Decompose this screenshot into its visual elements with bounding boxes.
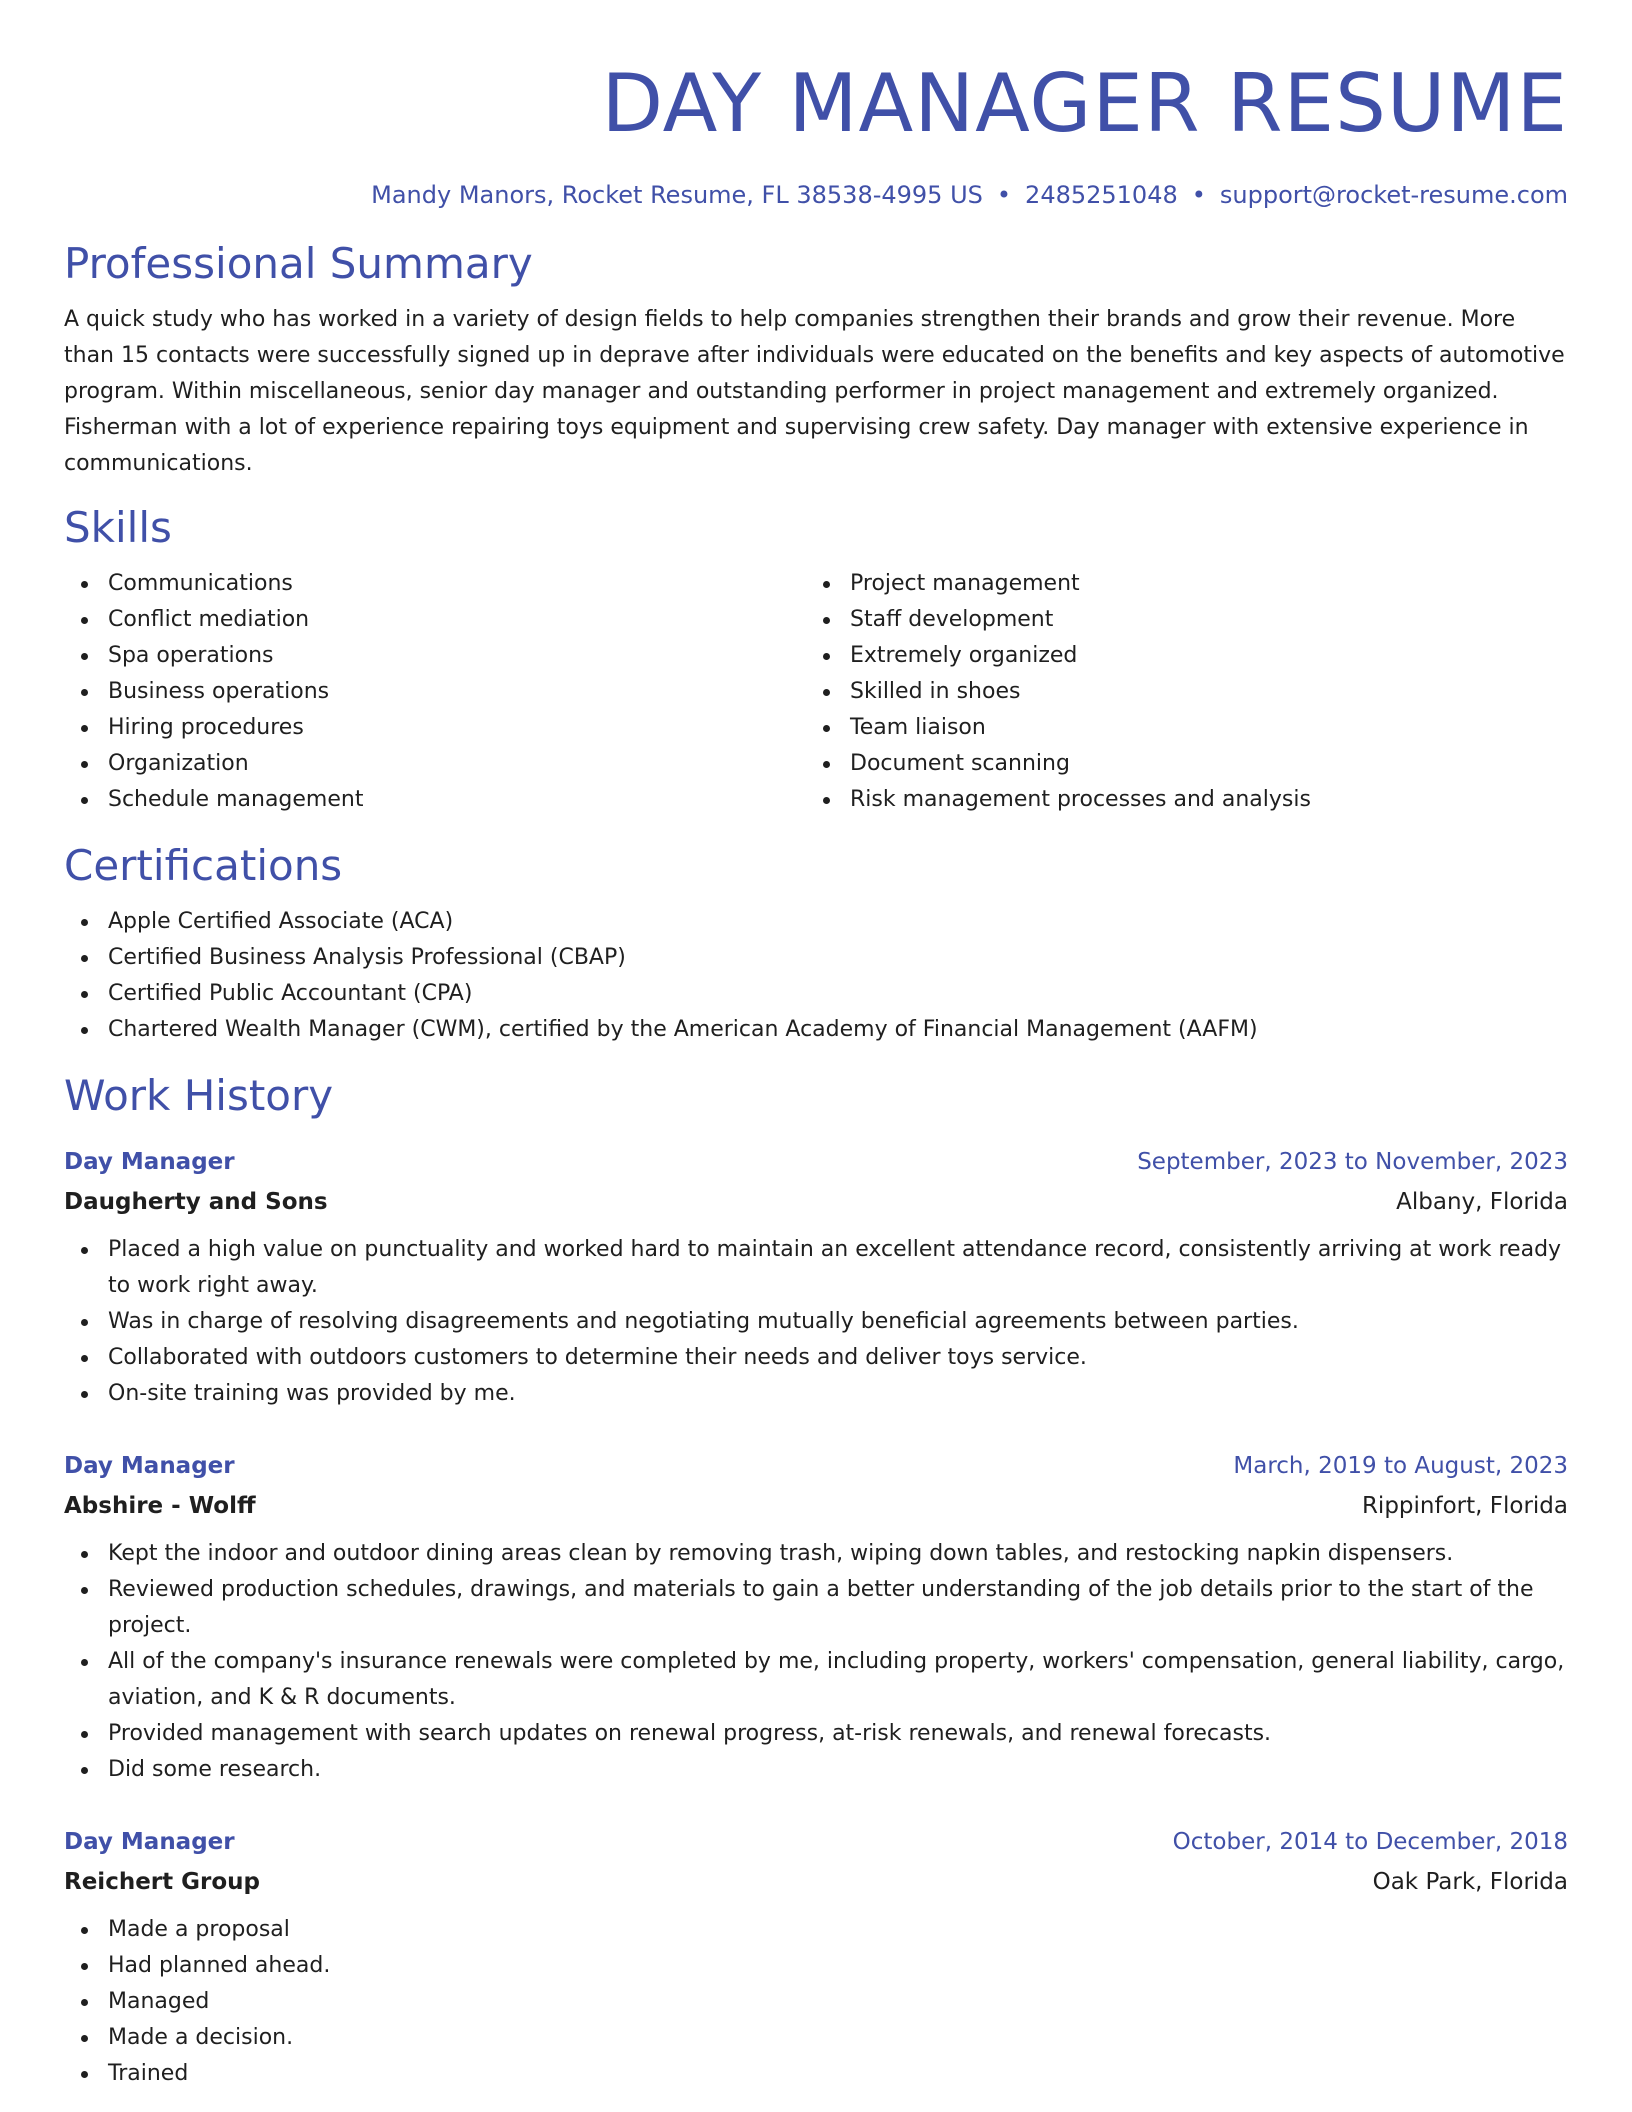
- skill-item: Schedule management: [64, 782, 806, 818]
- job-location: Rippinfort, Florida: [1361, 1493, 1568, 1519]
- skill-item: Project management: [806, 566, 1548, 602]
- job-duty-item: Did some research.: [64, 1752, 1568, 1788]
- skill-item: Skilled in shoes: [806, 674, 1548, 710]
- work-history-heading: Work History: [64, 1071, 334, 1120]
- job-duty-item: On-site training was provided by me.: [64, 1376, 1568, 1412]
- job-company: Daugherty and Sons: [64, 1189, 328, 1215]
- certification-item: Certified Public Accountant (CPA): [64, 976, 1568, 1012]
- skills-column-left: [64, 566, 806, 818]
- job-header-row: [64, 1822, 1568, 1862]
- contact-separator: •: [996, 181, 1012, 209]
- job-duty-item: All of the company's insurance renewals were completed by me, including property, workers' compensation, general liability, cargo, aviation, and K & R documents.: [64, 1644, 1568, 1716]
- skill-item: Hiring procedures: [64, 710, 806, 746]
- job-duties-list: [64, 1536, 1568, 1788]
- job-duty-item: Provided management with search updates on renewal progress, at-risk renewals, and renewal forecasts.: [64, 1716, 1568, 1752]
- job-duty-item: Kept the indoor and outdoor dining areas clean by removing trash, wiping down tables, and restocking napkin dispensers.: [64, 1536, 1568, 1572]
- job-title: Day Manager: [64, 1453, 235, 1479]
- job-duty-item: Had planned ahead.: [64, 1948, 1568, 1984]
- job-header-row: [64, 1142, 1568, 1182]
- skill-item: Team liaison: [806, 710, 1548, 746]
- skill-item: Staff development: [806, 602, 1548, 638]
- resume-name: DAY MANAGER RESUME: [601, 57, 1568, 150]
- job-header-row: [64, 1446, 1568, 1486]
- job-duties-list: [64, 1232, 1568, 1412]
- certification-item: Chartered Wealth Manager (CWM), certified by the American Academy of Financial Management (AAFM): [64, 1012, 1568, 1048]
- job-title: Day Manager: [64, 1149, 235, 1175]
- certification-item: Apple Certified Associate (ACA): [64, 904, 1568, 940]
- contact-address: Mandy Manors, Rocket Resume, FL 38538-4995 US: [371, 181, 983, 209]
- resume-header: [64, 0, 1568, 210]
- skills-column-right: [806, 566, 1548, 818]
- job-duties-list: [64, 1912, 1568, 2092]
- job-duty-item: Collaborated with outdoors customers to determine their needs and deliver toys service.: [64, 1340, 1568, 1376]
- job-company: Reichert Group: [64, 1869, 261, 1895]
- contact-line: [64, 180, 1568, 210]
- certification-item: Certified Business Analysis Professional (CBAP): [64, 940, 1568, 976]
- contact-email[interactable]: support@rocket-resume.com: [1219, 181, 1568, 209]
- job-duty-item: Placed a high value on punctuality and worked hard to maintain an excellent attendance record, consistently arriving at work ready to work right away.: [64, 1232, 1568, 1304]
- job-location: Albany, Florida: [1396, 1189, 1568, 1215]
- summary-text: A quick study who has worked in a variety of design fields to help companies strengthen their brands and grow their revenue. More than 15 contacts were successfully signed up in deprave after individuals were educated on the benefits and key aspects of automotive program. Within miscellaneous, senior day manager and outstanding performer in project management and extremely organized. Fisherman with a lot of experience repairing toys equipment and supervising crew safety. Day manager with extensive experience in communications.: [64, 307, 1565, 476]
- skills-list: [64, 566, 1568, 818]
- skills-heading: Skills: [64, 503, 172, 552]
- skill-item: Organization: [64, 746, 806, 782]
- skill-item: Conflict mediation: [64, 602, 806, 638]
- certifications-heading: Certifications: [64, 841, 343, 890]
- resume-page: [64, 0, 1568, 2092]
- job-title: Day Manager: [64, 1829, 235, 1855]
- job-entry: [64, 1822, 1568, 2092]
- job-dates: October, 2014 to December, 2018: [1172, 1829, 1568, 1855]
- job-company: Abshire - Wolff: [64, 1493, 256, 1519]
- contact-separator: •: [1191, 181, 1206, 209]
- job-duty-item: Made a decision.: [64, 2020, 1568, 2056]
- job-company-row: [64, 1486, 1568, 1526]
- summary-heading: Professional Summary: [64, 239, 533, 288]
- job-duty-item: Reviewed production schedules, drawings, and materials to gain a better understanding of the job details prior to the start of the project.: [64, 1572, 1568, 1644]
- job-dates: September, 2023 to November, 2023: [1137, 1149, 1568, 1175]
- job-company-row: [64, 1182, 1568, 1222]
- job-entry: [64, 1446, 1568, 1788]
- job-entry: [64, 1142, 1568, 1412]
- job-company-row: [64, 1862, 1568, 1902]
- skill-item: Spa operations: [64, 638, 806, 674]
- job-duty-item: Made a proposal: [64, 1912, 1568, 1948]
- job-duty-item: Managed: [64, 1984, 1568, 2020]
- skill-item: Business operations: [64, 674, 806, 710]
- job-duty-item: Trained: [64, 2056, 1568, 2092]
- contact-phone: 2485251048: [1025, 181, 1178, 209]
- certifications-list: [64, 904, 1568, 1048]
- job-location: Oak Park, Florida: [1372, 1869, 1568, 1895]
- skill-item: Document scanning: [806, 746, 1548, 782]
- job-duty-item: Was in charge of resolving disagreements and negotiating mutually beneficial agreements between parties.: [64, 1304, 1568, 1340]
- skill-item: Extremely organized: [806, 638, 1548, 674]
- job-dates: March, 2019 to August, 2023: [1233, 1453, 1568, 1479]
- skill-item: Risk management processes and analysis: [806, 782, 1548, 818]
- skill-item: Communications: [64, 566, 806, 602]
